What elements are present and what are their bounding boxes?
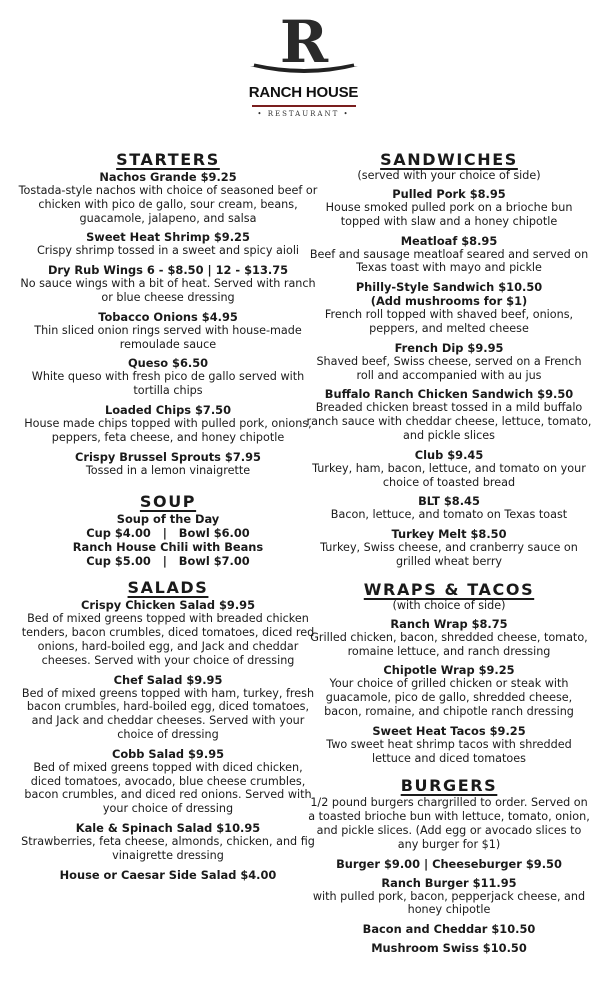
menu-item-name: Philly-Style Sandwich $10.50 (Add mushrooms for $1)	[355, 280, 543, 309]
menu-item-name: Nachos Grande $9.25	[99, 170, 237, 184]
sandwiches-subtitle: (served with your choice of side)	[357, 169, 541, 182]
sandwiches-list	[306, 187, 592, 569]
menu-item-description: Bed of mixed greens topped with breaded chicken tenders, bacon crumbles, diced tomatoes, diced red onions, hard-boiled egg, and Jack and cheddar cheeses. Served with your choice of dressing	[21, 612, 315, 667]
soup-line: Ranch House Chili with Beans	[72, 540, 264, 555]
menu-item-description: Turkey, Swiss cheese, and cranberry sauce on grilled wheat berry	[320, 541, 578, 568]
starters-list	[18, 170, 318, 477]
menu-item-name: Loaded Chips $7.50	[104, 402, 232, 417]
menu-item-description: Your choice of grilled chicken or steak with guacamole, pico de gallo, shredded cheese, bacon, romaine, and chipotle ranch dressing	[324, 677, 574, 718]
menu-item	[18, 450, 318, 478]
menu-item-name: Sweet Heat Tacos $9.25	[372, 723, 526, 738]
sandwiches-title: SANDWICHES	[380, 150, 518, 169]
restaurant-name: RANCH HOUSE	[248, 84, 359, 101]
wraps-title: WRAPS & TACOS	[363, 579, 535, 599]
menu-item	[18, 403, 318, 445]
menu-item-description: House made chips topped with pulled pork, onions, peppers, feta cheese, and honey chipotle	[24, 416, 312, 444]
burgers-intro: 1/2 pound burgers chargrilled to order. Served on a toasted brioche bun with lettuce, tomato, onion, and pickle slices. (Add egg or avocado slices to any burger for $1)	[308, 796, 590, 851]
menu-item	[306, 527, 592, 569]
soup-line: Soup of the Day	[116, 512, 220, 527]
menu-item-name: Club $9.45	[414, 447, 484, 462]
wraps-list	[306, 617, 592, 766]
menu-item	[306, 663, 592, 718]
menu-item-description: French roll topped with shaved beef, onions, peppers, and melted cheese	[324, 308, 574, 335]
menu-item-description: Bed of mixed greens topped with ham, turkey, fresh bacon crumbles, hard-boiled egg, diced tomatoes, and Jack and cheddar cheeses. Served with your choice of dressing	[21, 686, 315, 741]
menu-item	[18, 598, 318, 667]
wraps-subtitle: (with choice of side)	[392, 598, 506, 612]
menu-item-description: Tossed in a lemon vinaigrette	[85, 463, 251, 477]
menu-item	[18, 673, 318, 742]
menu-item-name: Burger $9.00 | Cheeseburger $9.50	[336, 856, 562, 871]
right-column	[306, 150, 592, 960]
soup-line: Cup $5.00 | Bowl $7.00	[86, 554, 250, 569]
menu-item-name: Buffalo Ranch Chicken Sandwich $9.50	[324, 387, 574, 402]
menu-item-name: Pulled Pork $8.95	[392, 187, 506, 201]
logo-divider	[252, 105, 356, 107]
menu-item-name: Ranch Wrap $8.75	[390, 616, 508, 631]
menu-item	[18, 230, 318, 258]
menu-item	[306, 494, 592, 522]
menu-item	[18, 356, 318, 398]
menu-item	[306, 922, 592, 936]
menu-item-name: French Dip $9.95	[394, 340, 504, 355]
menu-item	[18, 310, 318, 352]
menu-item	[306, 857, 592, 871]
menu-item-description: Turkey, ham, bacon, lettuce, and tomato on your choice of toasted bread	[312, 461, 586, 489]
menu-item-description: Bacon, lettuce, and tomato on Texas toast	[330, 508, 568, 522]
menu-item	[18, 170, 318, 225]
menu-item-name: Meatloaf $8.95	[400, 233, 498, 248]
menu-item-name: Chef Salad $9.95	[113, 672, 223, 687]
menu-item	[306, 187, 592, 229]
left-column	[18, 150, 318, 887]
menu-item	[306, 724, 592, 766]
menu-item-name: Queso $6.50	[127, 356, 209, 371]
menu-item-description: Crispy shrimp tossed in a sweet and spicy aioli	[36, 244, 300, 258]
menu-item	[18, 821, 318, 863]
menu-item-description: Beef and sausage meatloaf seared and served on Texas toast with mayo and pickle	[309, 247, 589, 275]
menu-item-name: BLT $8.45	[418, 494, 480, 509]
menu-item-name: Crispy Brussel Sprouts $7.95	[75, 449, 261, 464]
menu-item	[18, 868, 318, 882]
restaurant-logo	[0, 10, 607, 130]
salads-title: SALADS	[127, 578, 209, 598]
soup-line: Cup $4.00 | Bowl $6.00	[86, 526, 250, 541]
menu-item	[306, 280, 592, 336]
menu-item	[306, 448, 592, 490]
menu-item	[18, 263, 318, 305]
menu-item	[306, 341, 592, 383]
menu-item-description: No sauce wings with a bit of heat. Served with ranch or blue cheese dressing	[20, 277, 316, 304]
menu-item-description: Strawberries, feta cheese, almonds, chicken, and fig vinaigrette dressing	[21, 834, 315, 862]
menu-item-name: Kale & Spinach Salad $10.95	[75, 820, 261, 835]
ranch-hat-logo-icon	[244, 10, 364, 82]
menu-item	[306, 941, 592, 955]
menu-item-name: Turkey Melt $8.50	[391, 527, 507, 542]
menu-item-name: Crispy Chicken Salad $9.95	[80, 598, 256, 613]
salads-list	[18, 598, 318, 881]
starters-title: STARTERS	[116, 150, 220, 169]
menu-item-name: Bacon and Cheddar $10.50	[362, 922, 536, 937]
menu-item-description: Shaved beef, Swiss cheese, served on a French roll and accompanied with au jus	[316, 354, 582, 382]
menu-item-description: Two sweet heat shrimp tacos with shredded lettuce and diced tomatoes	[326, 737, 572, 765]
menu-item-name: Dry Rub Wings 6 - $8.50 | 12 - $13.75	[47, 263, 289, 278]
menu-item-description: with pulled pork, bacon, pepperjack cheese, and honey chipotle	[312, 889, 586, 917]
menu-item	[18, 747, 318, 816]
soup-block	[18, 512, 318, 568]
menu-item	[306, 876, 592, 918]
menu-item-description: Bed of mixed greens topped with diced chicken, diced tomatoes, avocado, blue cheese crumbles, bacon crumbles, and diced red onions. Served with your choice of dressing	[24, 760, 312, 816]
menu-item	[306, 387, 592, 442]
menu-item-description: Tostada-style nachos with choice of seasoned beef or chicken with pico de gallo, sour cream, beans, guacamole, jalapeno, and salsa	[18, 184, 318, 225]
menu-item-name: Tobacco Onions $4.95	[98, 309, 238, 324]
menu-item-name: Mushroom Swiss $10.50	[371, 941, 527, 956]
menu-item-description: White queso with fresh pico de gallo served with tortilla chips	[31, 370, 305, 398]
menu-item-description: Breaded chicken breast tossed in a mild buffalo ranch sauce with cheddar cheese, lettuce, tomato, and pickle slices	[306, 401, 592, 442]
restaurant-tagline: • RESTAURANT •	[257, 110, 350, 118]
menu-item-description: Thin sliced onion rings served with house-made remoulade sauce	[34, 323, 302, 351]
menu-item	[306, 234, 592, 276]
menu-item-name: House or Caesar Side Salad $4.00	[59, 867, 277, 882]
soup-title: SOUP	[139, 492, 197, 512]
menu-item-name: Ranch Burger $11.95	[381, 875, 517, 890]
menu-item-name: Sweet Heat Shrimp $9.25	[86, 230, 250, 245]
menu-item-description: Grilled chicken, bacon, shredded cheese, tomato, romaine lettuce, and ranch dressing	[310, 630, 588, 658]
menu-item-description: House smoked pulled pork on a brioche bun topped with slaw and a honey chipotle	[325, 201, 573, 228]
menu-item	[306, 617, 592, 659]
burgers-list	[306, 857, 592, 956]
menu-item-name: Cobb Salad $9.95	[111, 746, 225, 761]
menu-item-name: Chipotle Wrap $9.25	[383, 663, 515, 678]
burgers-title: BURGERS	[400, 776, 498, 796]
logo-monogram: R	[279, 10, 328, 76]
